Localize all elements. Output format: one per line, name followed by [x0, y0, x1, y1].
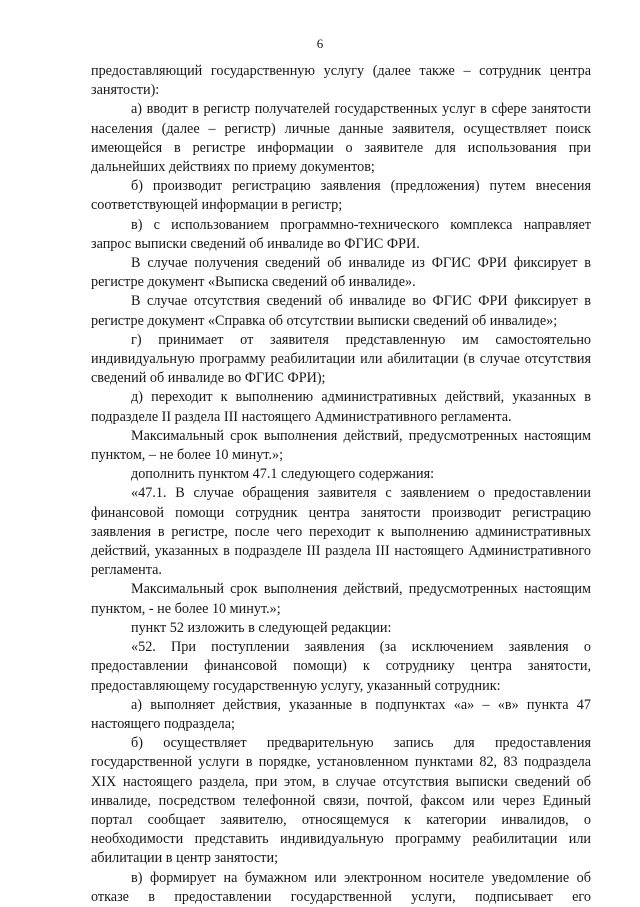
paragraph-52-item-a: а) выполняет действия, указанные в подпунктах «а» – «в» пункта 47 настоящего подраздела;: [91, 696, 591, 732]
paragraph-item-a: а) вводит в регистр получателей государственных услуг в сфере занятости населения (далее – регистр) личные данные заявителя, осуществляет поиск имеющейся в регистре информации о заявителе для использования при дальнейших действиях по приему документов;: [91, 101, 591, 176]
paragraph-fgis-absent: В случае отсутствия сведений об инвалиде во ФГИС ФРИ фиксирует в регистре документ «Справка об отсутствии выписки сведений об инвалиде»;: [91, 293, 591, 329]
paragraph-item-d: д) переходит к выполнению административных действий, указанных в подразделе II раздела III настоящего Административного регламента.: [91, 389, 591, 425]
paragraph-item-v: в) с использованием программно-технического комплекса направляет запрос выписки сведений об инвалиде во ФГИС ФРИ.: [91, 216, 591, 252]
document-body: [91, 62, 591, 907]
paragraph-max-time-47: Максимальный срок выполнения действий, предусмотренных настоящим пунктом, – не более 10 минут.»;: [91, 427, 591, 464]
paragraph-item-g: г) принимает от заявителя представленную им самостоятельно индивидуальную программу реабилитации или абилитации (в случае отсутствия сведений об инвалиде во ФГИС ФРИ);: [91, 331, 591, 387]
paragraph-continuation: предоставляющий государственную услугу (далее также – сотрудник центра занятости):: [91, 63, 591, 99]
paragraph-fgis-received: В случае получения сведений об инвалиде из ФГИС ФРИ фиксирует в регистре документ «Выписка сведений об инвалиде».: [91, 255, 591, 291]
paragraph-add-47-1: дополнить пунктом 47.1 следующего содержания:: [131, 466, 435, 483]
paragraph-item-b: б) производит регистрацию заявления (предложения) путем внесения соответствующей информации в регистр;: [91, 178, 591, 214]
paragraph-52-item-v: в) формирует на бумажном или электронном носителе уведомление об отказе в предоставлении государственной услуги, подписывает его: [91, 869, 591, 905]
paragraph-52-item-b: б) осуществляет предварительную запись для предоставления государственной услуги в порядке, установленном пунктами 82, 83 подраздела XIX настоящего раздела, при этом, в случае отсутствия выписки сведений об инвалиде, посредством телефонной связи, почтой, факсом или через Единый портал сообщает заявителю, относящемуся к категории инвалидов, о необходимости представить индивидуальную программу реабилитации или абилитации в центр занятости;: [91, 735, 591, 867]
paragraph-point-52-intro: пункт 52 изложить в следующей редакции:: [131, 619, 392, 636]
paragraph-47-1: «47.1. В случае обращения заявителя с заявлением о предоставлении финансовой помощи сотрудник центра занятости производит регистрацию заявления в регистре, после чего переходит к выполнению административных действий, указанных в подразделе III раздела III настоящего Административного регламента.: [91, 485, 591, 579]
paragraph-max-time-47-1: Максимальный срок выполнения действий, предусмотренных настоящим пунктом, - не более 10 минут.»;: [91, 581, 591, 617]
page-number: 6: [316, 36, 324, 51]
paragraph-52: «52. При поступлении заявления (за исключением заявления о предоставлении финансовой помощи) к сотруднику центра занятости, предоставляющему государственную услугу, указанный сотрудник:: [91, 639, 591, 694]
